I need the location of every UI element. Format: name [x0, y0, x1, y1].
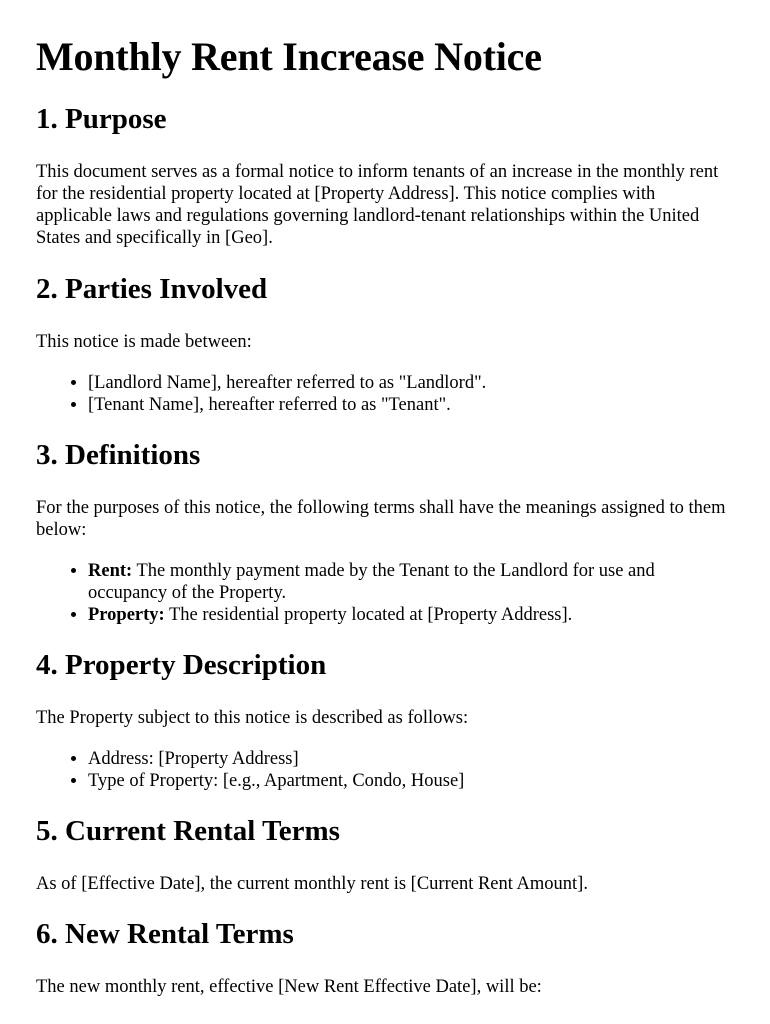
current-terms-paragraph: As of [Effective Date], the current monthly rent is [Current Rent Amount]. [36, 874, 588, 894]
section-heading-definitions: 3. Definitions [36, 439, 201, 471]
section-heading-property-description: 4. Property Description [36, 649, 327, 681]
list-item [88, 560, 734, 604]
parties-paragraph: This notice is made between: [36, 332, 252, 352]
new-terms-paragraph: The new monthly rent, effective [New Rent Effective Date], will be: [36, 977, 542, 997]
definitions-list [36, 560, 734, 626]
page-title: Monthly Rent Increase Notice [36, 34, 542, 79]
definition-text: The residential property located at [Property Address]. [164, 605, 573, 625]
property-description-paragraph: The Property subject to this notice is described as follows: [36, 708, 469, 728]
list-item: • [Landlord Name], hereafter referred to as "Landlord". [88, 372, 734, 394]
section-heading-new-terms: 6. New Rental Terms [36, 918, 294, 950]
purpose-paragraph: This document serves as a formal notice to inform tenants of an increase in the monthly rent for the residential property located at [Property Address]. This notice complies with applicable laws and regulations governing landlord-tenant relationships within the United States and specifically in [Geo]. [36, 162, 719, 248]
section-heading-parties: 2. Parties Involved [36, 273, 268, 305]
definition-term: Rent: [88, 561, 133, 581]
definition-text: The monthly payment made by the Tenant to the Landlord for use and occupancy of the Property. [88, 561, 655, 603]
section-heading-current-terms: 5. Current Rental Terms [36, 815, 340, 847]
section-heading-purpose: 1. Purpose [36, 103, 167, 135]
list-item: • [Tenant Name], hereafter referred to as "Tenant". [88, 394, 734, 416]
property-description-list [36, 748, 734, 792]
list-item: • Address: [Property Address] [88, 748, 734, 770]
list-item: • Type of Property: [e.g., Apartment, Condo, House] [88, 770, 734, 792]
parties-list [36, 372, 734, 416]
list-item [88, 604, 734, 626]
definition-term: Property: [88, 605, 165, 625]
definitions-paragraph: For the purposes of this notice, the following terms shall have the meanings assigned to them below: [36, 498, 726, 540]
